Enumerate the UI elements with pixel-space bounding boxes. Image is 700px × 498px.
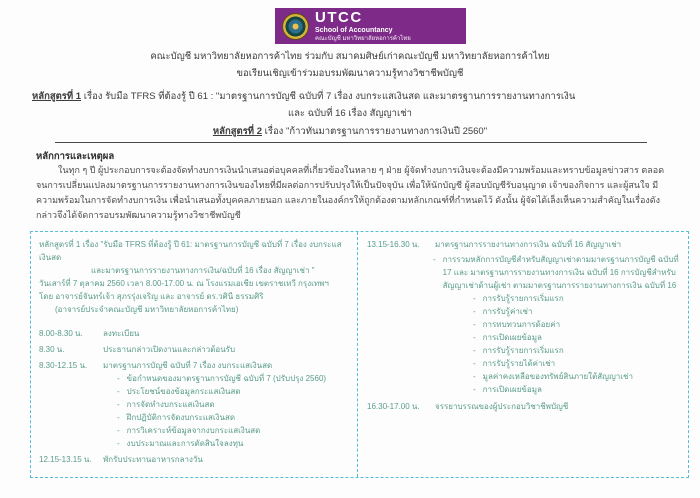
bullet-dash: - xyxy=(473,346,476,355)
sub-bullet xyxy=(473,305,689,318)
bullet-dash: - xyxy=(117,387,120,396)
sub-bullet-text: การเปิดเผยข้อมูล xyxy=(482,385,542,394)
bullet-dash: - xyxy=(473,294,476,303)
bullet-dash: - xyxy=(117,400,120,409)
schedule-row-lunch xyxy=(39,453,354,466)
sub-bullet-text: การรับรู้รายการเริ่มแรก xyxy=(482,346,564,355)
topic-bullet xyxy=(117,372,354,385)
utcc-banner xyxy=(275,8,466,44)
sub-bullet-text: การรับรู้รายได้ค่าเช่า xyxy=(482,359,556,368)
sub-bullet-text: การรับรู้ค่าเช่า xyxy=(482,307,533,316)
schedule-column-afternoon xyxy=(357,232,693,477)
topic-bullet xyxy=(117,398,354,411)
schedule-time: 16.30-17.00 น. xyxy=(367,402,420,411)
course2-label: หลักสูตรที่ 2 xyxy=(212,126,262,137)
sub-bullet-text: การเปิดเผยข้อมูล xyxy=(482,333,542,342)
schedule-row xyxy=(39,327,354,340)
bullet-dash: - xyxy=(473,385,476,394)
bullet-dash: - xyxy=(117,374,120,383)
topic-bullet-text: การจัดทำงบกระแสเงินสด xyxy=(126,400,215,409)
course1-title xyxy=(32,89,682,104)
schedule-text: มาตรฐานการรายงานทางการเงิน ฉบับที่ 16 สัญญาเช่า xyxy=(435,240,622,249)
schedule-text: จรรยาบรรณของผู้ประกอบวิชาชีพบัญชี xyxy=(435,402,569,411)
rationale-heading: หลักการและเหตุผล xyxy=(36,151,115,162)
schedule-time: 8.30 น. xyxy=(39,345,65,354)
topic-bullet-text: ข้อกำหนดของมาตรฐานการบัญชี ฉบับที่ 7 (ปรับปรุง 2560) xyxy=(126,374,327,383)
topic-bullet xyxy=(433,253,689,292)
bullet-dash: - xyxy=(473,307,476,316)
topic-bullet-text: ประโยชน์ของข้อมูลกระแสเงินสด xyxy=(126,387,241,396)
bullet-dash: - xyxy=(473,359,476,368)
schedule-time: 12.15-13.15 น. xyxy=(39,455,92,464)
schedule-box xyxy=(30,231,689,478)
bullet-dash: - xyxy=(433,255,436,264)
sub-bullet xyxy=(473,383,689,396)
bullet-dash: - xyxy=(117,413,120,422)
banner-acronym: UTCC xyxy=(315,9,363,26)
horizontal-divider xyxy=(55,142,647,143)
topic-bullet-text: การวิเคราะห์ข้อมูลจากงบกระแสเงินสด xyxy=(126,426,261,435)
sub-bullet-text: มูลค่าคงเหลือของทรัพย์สินภายใต้สัญญาเช่า xyxy=(482,372,633,381)
schedule-text: พักรับประทานอาหารกลางวัน xyxy=(103,455,203,464)
course1-title-cont: และ ฉบับที่ 16 เรื่อง สัญญาเช่า xyxy=(287,108,412,119)
topic-bullet xyxy=(117,424,354,437)
schedule-row-ethics xyxy=(367,400,689,413)
sub-bullet-text: การทบทวนการด้อยค่า xyxy=(482,320,561,329)
schedule-row xyxy=(367,238,689,251)
rationale-paragraph: ในทุก ๆ ปี ผู้ประกอบการจะต้องจัดทำงบการเงินนำเสนอต่อบุคคลที่เกี่ยวข้องในหลาย ๆ ฝ่าย ผู้จัดทำงบการเงินจะต้องมีความพร้อมและทราบข้อมูลข่าวสาร ตลอดจนการเปลี่ยนแปลงมาตรฐานการรายงานทางการเงินของไทยที่มีผลต่อการปรับปรุงให้เป็นปัจจุบัน เพื่อให้นักบัญชี ผู้สอบบัญชีรับอนุญาต เจ้าของกิจการ และผู้สนใจ มีความพร้อมในการจัดทำงบการเงิน เพื่อนำเสนอทั้งบุคคลภายนอก และภายในองค์กรให้ถูกต้องตามหลักเกณฑ์ที่กำหนดไว้ ดังนั้น ผู้จัดได้เล็งเห็นความสำคัญในเรื่องดังกล่าวจึงได้จัดการอบรมพัฒนาความรู้ทางวิชาชีพบัญชี xyxy=(36,165,665,220)
course1-lecturer-line: โดย อาจารย์จันทร์เจ้า สุภรรุ่งเจริญ และ อาจารย์ ดร.วศินี ธรรมศิริ xyxy=(39,292,264,301)
topic-bullet-text: การรวมหลักการบัญชีสำหรับสัญญาเช่าตามมาตรฐานการบัญชี ฉบับที่ 17 และ มาตรฐานการรายงานทางการเงิน ฉบับที่ 16 การบัญชีสำหรับสัญญาเช่าด้านผู้เช่า ตามมาตรฐานการรายงานทางการเงิน ฉบับที่ 16 xyxy=(442,255,679,290)
bullet-dash: - xyxy=(117,426,120,435)
schedule-time: 13.15-16.30 น. xyxy=(367,240,420,249)
schedule-text: ลงทะเบียน xyxy=(103,329,140,338)
sub-bullet xyxy=(473,344,689,357)
course1-date-line: วันเสาร์ที่ 7 ตุลาคม 2560 เวลา 8.00-17.00 น. ณ โรงแรมเอเชีย เขตราชเทวี กรุงเทพฯ xyxy=(39,279,329,288)
sub-bullet-text: การรับรู้รายการเริ่มแรก xyxy=(482,294,564,303)
schedule-row xyxy=(39,343,354,356)
course1-box-title-line1: หลักสูตรที่ 1 เรื่อง "รับมือ TFRS ที่ต้องรู้ ปี 61: มาตรฐานการบัญชี ฉบับที่ 7 เรื่อง งบกระแสเงินสด xyxy=(39,240,342,262)
topic-bullet-text: งบประมาณและการตัดสินใจลงทุน xyxy=(126,439,244,448)
course1-lecturer-note: (อาจารย์ประจำคณะบัญชี มหาวิทยาลัยหอการค้าไทย) xyxy=(55,305,239,314)
banner-school-name-thai: คณะบัญชี มหาวิทยาลัยหอการค้าไทย xyxy=(315,36,411,42)
host-line: คณะบัญชี มหาวิทยาลัยหอการค้าไทย ร่วมกับ สมาคมศิษย์เก่าคณะบัญชี มหาวิทยาลัยหอการค้าไทย xyxy=(150,51,550,62)
topic-bullet xyxy=(117,385,354,398)
course1-box-title-line2: และมาตรฐานการรายงานทางการเงิน/ฉบับที่ 16 เรื่อง สัญญาเช่า " xyxy=(91,266,315,275)
course2-title-rest: เรื่อง "ก้าวทันมาตรฐานการรายงานทางการเงินปี 2560" xyxy=(261,126,488,137)
sub-bullet xyxy=(473,370,689,383)
utcc-seal-icon xyxy=(282,13,309,40)
bullet-dash: - xyxy=(473,320,476,329)
topic-bullet xyxy=(117,411,354,424)
sub-bullet xyxy=(473,357,689,370)
schedule-time: 8.30-12.15 น. xyxy=(39,361,88,370)
banner-school-name: School of Accountancy xyxy=(315,27,393,34)
course1-title-rest: เรื่อง รับมือ TFRS ที่ต้องรู้ ปี 61 : "มาตรฐานการบัญชี ฉบับที่ 7 เรื่อง งบกระแสเงินสด และมาตรฐานการรายงานทางการเงิน xyxy=(81,91,576,102)
schedule-text: ประธานกล่าวเปิดงานและกล่าวต้อนรับ xyxy=(103,345,236,354)
sub-bullet xyxy=(473,318,689,331)
topic-bullet-text: ฝึกปฏิบัติการจัดงบกระแสเงินสด xyxy=(126,413,236,422)
sub-bullet xyxy=(473,331,689,344)
bullet-dash: - xyxy=(117,439,120,448)
schedule-row xyxy=(39,359,354,372)
course2-title xyxy=(0,124,700,139)
bullet-dash: - xyxy=(473,333,476,342)
topic-bullet xyxy=(117,437,354,450)
schedule-column-course1 xyxy=(31,232,357,477)
course1-label: หลักสูตรที่ 1 xyxy=(32,91,82,102)
banner-text-block xyxy=(315,10,411,42)
schedule-text: มาตรฐานการบัญชี ฉบับที่ 7 เรื่อง งบกระแสเงินสด xyxy=(103,361,273,370)
invitation-line: ขอเรียนเชิญเข้าร่วมอบรมพัฒนาความรู้ทางวิชาชีพบัญชี xyxy=(236,68,464,79)
schedule-time: 8.00-8.30 น. xyxy=(39,329,83,338)
sub-bullet xyxy=(473,292,689,305)
bullet-dash: - xyxy=(473,372,476,381)
